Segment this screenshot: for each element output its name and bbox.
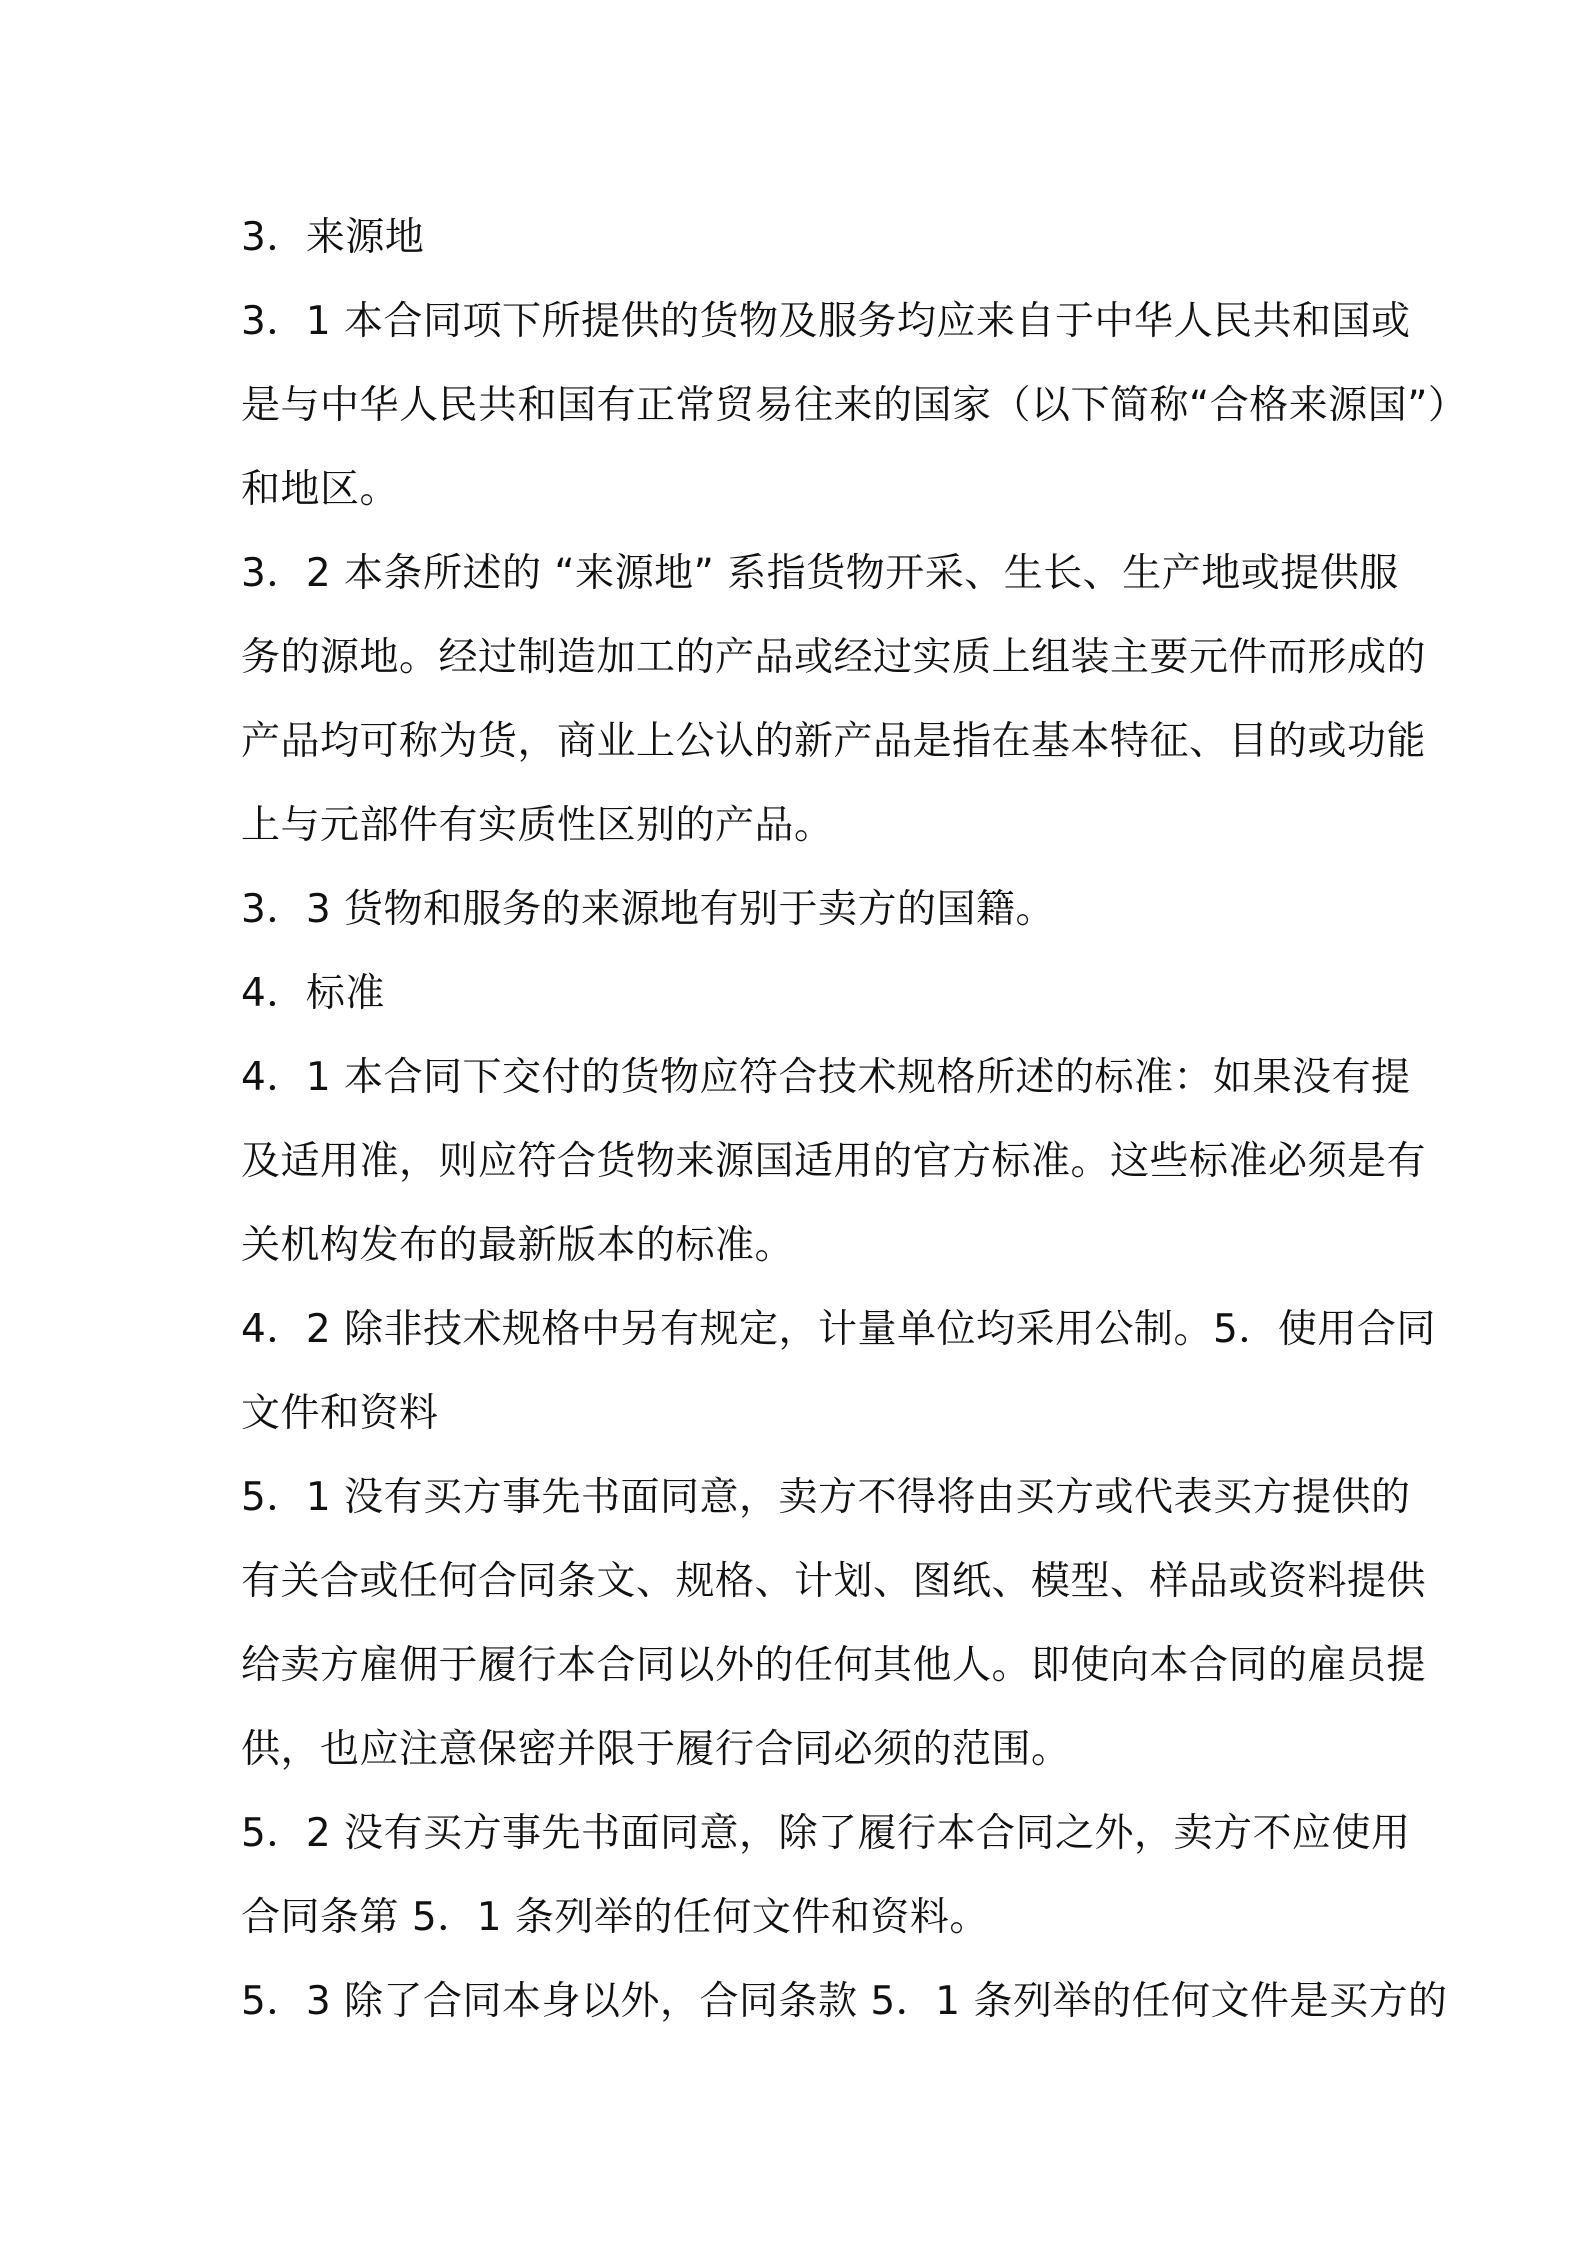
text-line: 关机构发布的最新版本的标准。	[241, 1223, 795, 1268]
text-line: 3．来源地	[241, 215, 425, 260]
text-line: 务的源地。经过制造加工的产品或经过实质上组装主要元件而形成的	[241, 635, 1427, 680]
text-line: 3．1 本合同项下所提供的货物及服务均应来自于中华人民共和国或	[241, 299, 1411, 344]
text-line: 4．2 除非技术规格中另有规定，计量单位均采用公制。5．使用合同	[241, 1307, 1436, 1352]
document-page	[241, 196, 1468, 2044]
text-line: 5．1 没有买方事先书面同意，卖方不得将由买方或代表买方提供的	[241, 1475, 1411, 1520]
text-line: 和地区。	[241, 467, 400, 512]
text-line: 4．标准	[241, 971, 385, 1016]
text-line: 有关合或任何合同条文、规格、计划、图纸、模型、样品或资料提供	[241, 1559, 1427, 1604]
text-line: 是与中华人民共和国有正常贸易往来的国家（以下简称“合格来源国”）	[241, 383, 1468, 428]
text-line: 文件和资料	[241, 1391, 439, 1436]
text-line: 给卖方雇佣于履行本合同以外的任何其他人。即使向本合同的雇员提	[241, 1643, 1427, 1688]
text-line: 4．1 本合同下交付的货物应符合技术规格所述的标准：如果没有提	[241, 1055, 1411, 1100]
text-line: 3．3 货物和服务的来源地有别于卖方的国籍。	[241, 887, 1056, 932]
text-line: 5．2 没有买方事先书面同意，除了履行本合同之外，卖方不应使用	[241, 1811, 1411, 1856]
text-line: 上与元部件有实质性区别的产品。	[241, 803, 834, 848]
text-line: 产品均可称为货，商业上公认的新产品是指在基本特征、目的或功能	[241, 719, 1427, 764]
text-line: 合同条第 5．1 条列举的任何文件和资料。	[241, 1895, 989, 1940]
text-line: 供，也应注意保密并限于履行合同必须的范围。	[241, 1727, 1071, 1772]
text-line: 5．3 除了合同本身以外，合同条款 5．1 条列举的任何文件是买方的	[241, 1979, 1448, 2024]
text-line: 及适用准，则应符合货物来源国适用的官方标准。这些标准必须是有	[241, 1139, 1427, 1184]
text-line: 3．2 本条所述的 “来源地” 系指货物开采、生长、生产地或提供服	[241, 551, 1399, 596]
